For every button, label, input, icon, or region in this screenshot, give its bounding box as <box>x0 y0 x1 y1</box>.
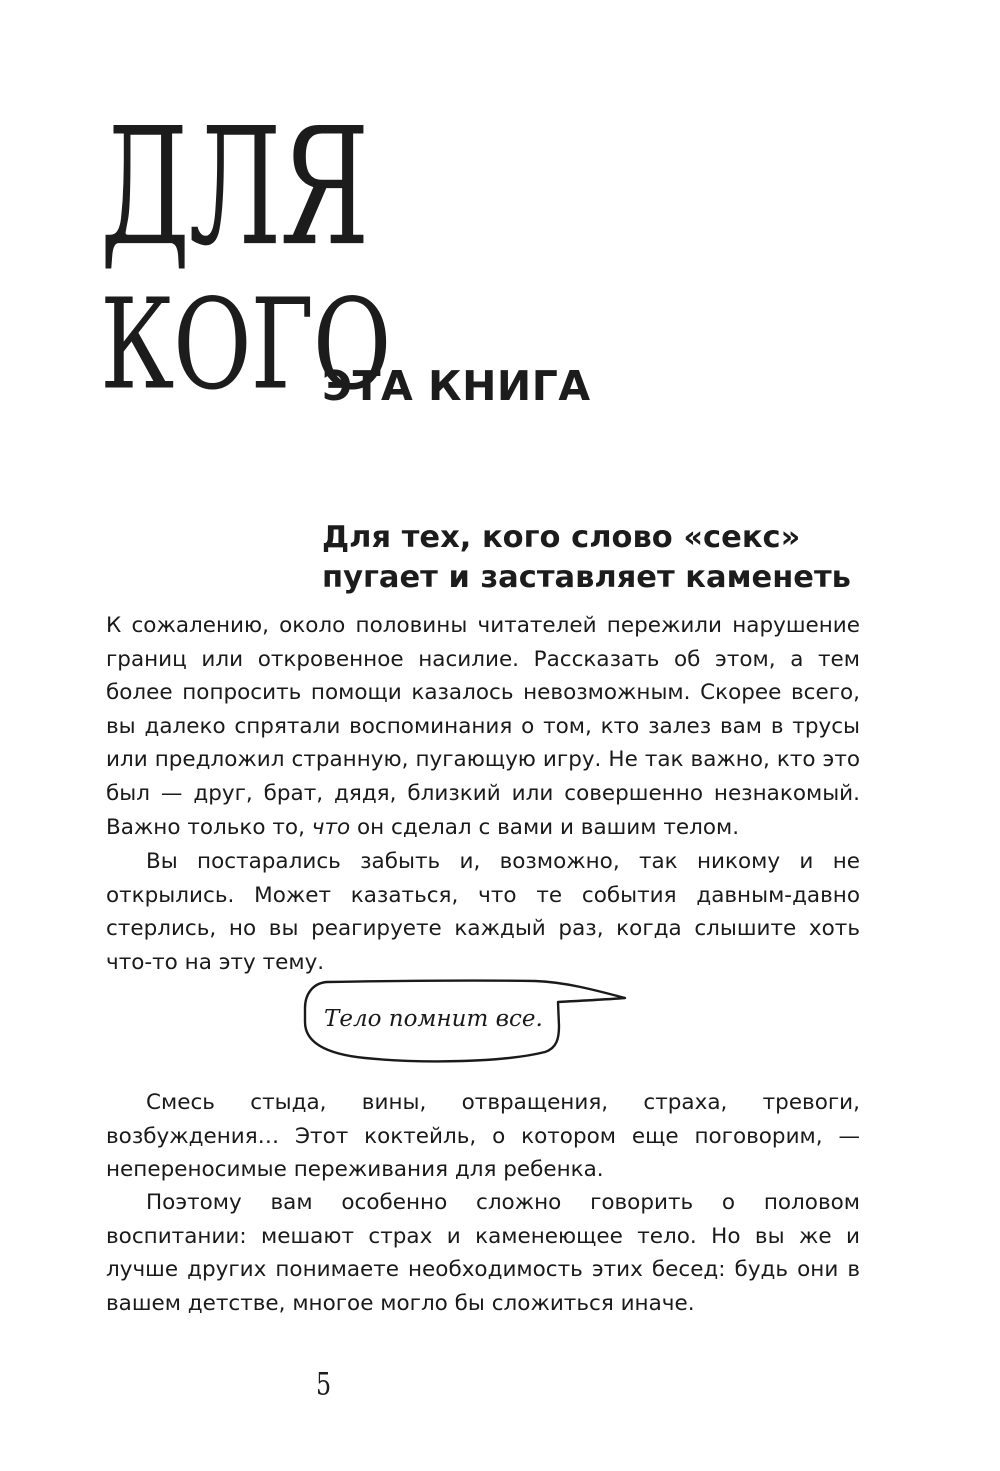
section-heading <box>322 518 882 598</box>
paragraph-1-text-end: он сделал с вами и вашим телом. <box>350 814 740 840</box>
body-paragraph-1 <box>106 609 860 844</box>
section-heading-line-2: пугает и заставляет каменеть <box>322 560 851 595</box>
section-heading-line-1: Для тех, кого слово «секс» <box>322 520 801 555</box>
speech-bubble-text: Тело помнит все. <box>324 1006 543 1032</box>
emphasis-word: что <box>311 814 351 840</box>
page-number: 5 <box>316 1366 332 1403</box>
paragraph-1-text-start: К сожалению, около половины читателей пережили нарушение границ или откровенное насилие. Рассказать об этом, а тем более попросить помощи казалось невозможным. Скорее всего, вы далеко спрятали воспоминания о том, кто залез вам в трусы или предложил странную, пугающую игру. Не так важно, кто это был — друг, брат, дядя, близкий или совершенно незнакомый. Важно только то, <box>106 613 860 840</box>
chapter-title-subtitle: ЭТА КНИГА <box>322 362 591 410</box>
chapter-title-line-1: ДЛЯ <box>100 94 369 282</box>
body-paragraph-2: Вы постарались забыть и, возможно, так никому и не открылись. Может казаться, что те события давным-давно стерлись, но вы реагируете каждый раз, когда слышите хоть что-то на эту тему. <box>106 849 860 975</box>
body-paragraph-3: Смесь стыда, вины, отвращения, страха, тревоги, возбуждения… Этот коктейль, о котором еще поговорим, — непереносимые переживания для ребенка. <box>106 1090 860 1183</box>
chapter-title-line-2: КОГО <box>100 273 391 418</box>
body-paragraph-4: Поэтому вам особенно сложно говорить о половом воспитании: мешают страх и каменеющее тело. Но вы же и лучше других понимаете необходимость этих бесед: будь они в вашем детстве, многое могло бы сложиться иначе. <box>106 1190 860 1316</box>
